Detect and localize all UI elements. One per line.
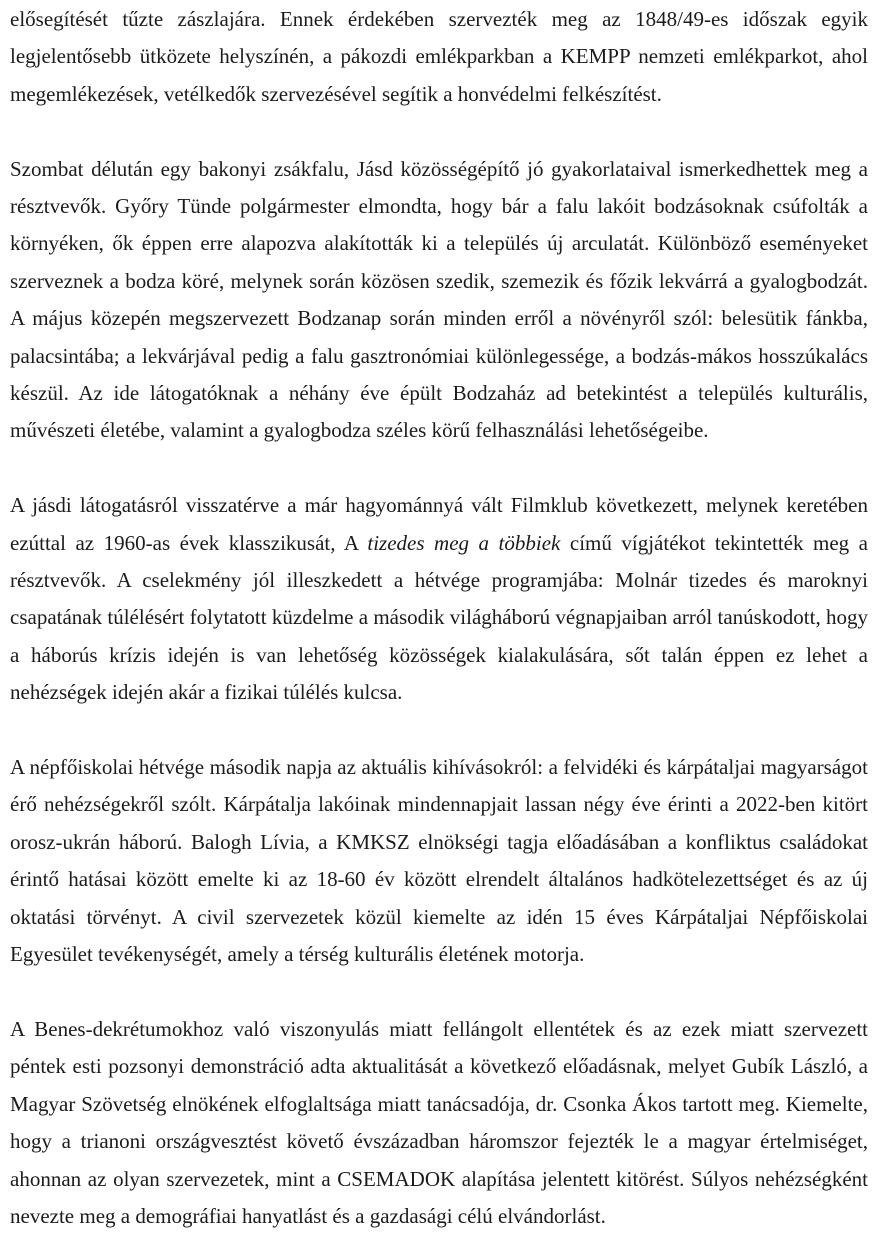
paragraph-5 [10, 1011, 868, 1235]
paragraph-2 [10, 151, 868, 450]
paragraph-1-text: elősegítését tűzte zászlajára. Ennek érdekében szervezték meg az 1848/49-es időszak egyik legjelentősebb ütközete helyszínén, a pákozdi emlékparkban a KEMPP nemzeti emlékparkot, ahol megemlékezések, vetélkedők szervezésével segítik a honvédelmi felkészítést. [10, 7, 868, 106]
film-title-italic: tizedes meg a többiek [367, 530, 561, 555]
paragraph-4-text: A népfőiskolai hétvége második napja az aktuális kihívásokról: a felvidéki és kárpátaljai magyarságot érő nehézségekről szólt. Kárpátalja lakóinak mindennapjait lassan négy éve érinti a 2022-ben kitört orosz-ukrán háború. Balogh Lívia, a KMKSZ elnökségi tagja előadásában a konfliktus családokat érintő hatásai között emelte ki az 18-60 év között elrendelt általános hadkötelezettséget és az új oktatási törvényt. A civil szervezetek közül kiemelte az idén 15 éves Kárpátaljai Népfőiskolai Egyesület tevékenységét, amely a térség kulturális életének motorja. [10, 755, 868, 967]
paragraph-3 [10, 487, 868, 711]
paragraph-1 [10, 1, 868, 113]
paragraph-3-text-lead: A jásdi látogatásról visszatérve a már hagyománnyá vált Filmklub következett, melynek keretében ezúttal az 1960-as évek klasszikusát, A [10, 493, 868, 555]
paragraph-3-text-tail: című vígjátékot tekintették meg a résztvevők. A cselekmény jól illeszkedett a hétvége programjába: Molnár tizedes és maroknyi csapatának túlélésért folytatott küzdelme a második világháború végnapjaiban arról tanúskodott, hogy a háborús krízis idején is van lehetőség közösségek kialakulására, sőt talán éppen ez lehet a nehézségek idején akár a fizikai túlélés kulcsa. [10, 530, 868, 705]
paragraph-2-text: Szombat délután egy bakonyi zsákfalu, Jásd közösségépítő jó gyakorlataival ismerkedhettek meg a résztvevők. Győry Tünde polgármester elmondta, hogy bár a falu lakóit bodzásoknak csúfolták a környéken, ők éppen erre alapozva alakították ki a település új arculatát. Különböző eseményeket szerveznek a bodza köré, melynek során közösen szedik, szemezik és főzik lekvárrá a gyalogbodzát. A május közepén megszervezett Bodzanap során minden erről a növényről szól: belesütik fánkba, palacsintába; a lekvárjával pedig a falu gasztronómiai különlegessége, a bodzás-mákos hosszúkalács készül. Az ide látogatóknak a néhány éve épült Bodzaház ad betekintést a település kulturális, művészeti életébe, valamint a gyalogbodza széles körű felhasználási lehetőségeibe. [10, 156, 868, 443]
paragraph-5-text: A Benes-dekrétumokhoz való viszonyulás miatt fellángolt ellentétek és az ezek miatt szervezett péntek esti pozsonyi demonstráció adta aktualitását a következő előadásnak, melyet Gubík László, a Magyar Szövetség elnökének elfoglaltsága miatt tanácsadója, dr. Csonka Ákos tartott meg. Kiemelte, hogy a trianoni országvesztést követő évszázadban háromszor fejezték le a magyar értelmiséget, ahonnan az olyan szervezetek, mint a CSEMADOK alapítása jelentett kitörést. Súlyos nehézségként nevezte meg a demográfiai hanyatlást és a gazdasági célú elvándorlást. [10, 1016, 868, 1228]
paragraph-4 [10, 749, 868, 973]
